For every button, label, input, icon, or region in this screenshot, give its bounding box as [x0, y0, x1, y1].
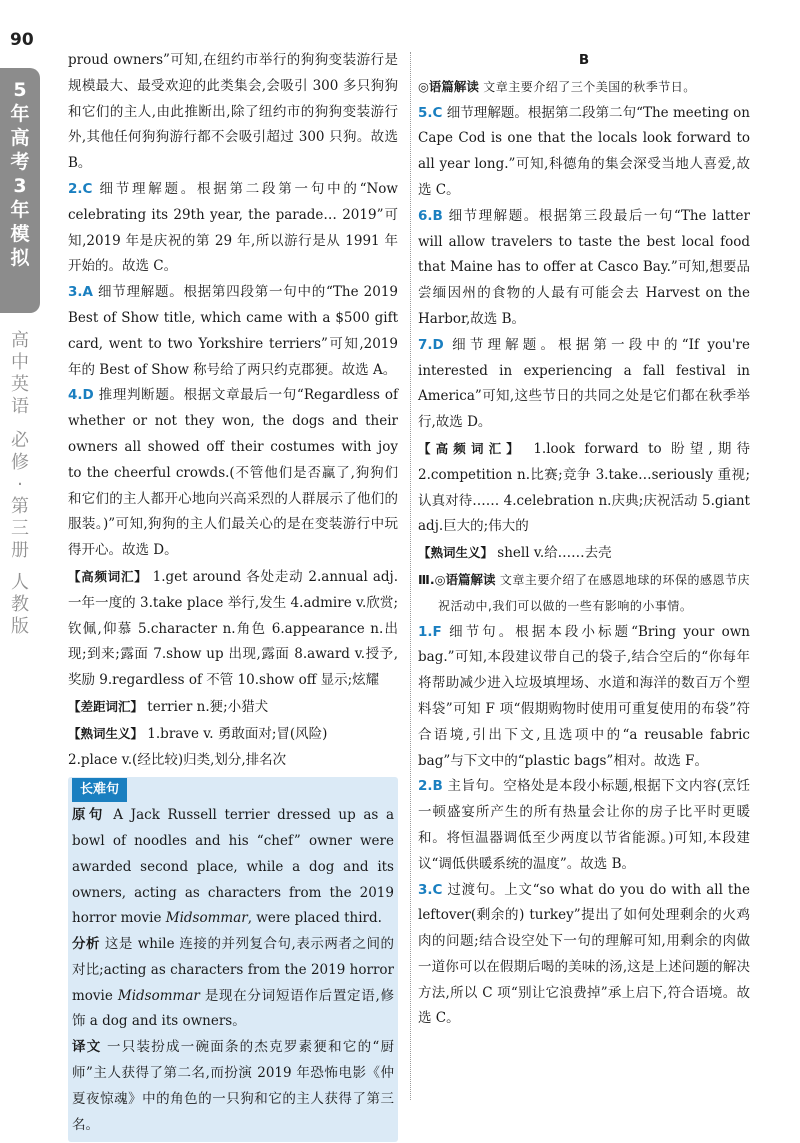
answer-item [418, 204, 750, 333]
long-sentence-title: 长难句 [72, 778, 127, 802]
side-char: 第 [11, 496, 29, 517]
sentence-analysis [72, 932, 394, 1035]
answer-number: 6.B [418, 207, 443, 224]
answer-item [68, 383, 398, 564]
vocab-list: terrier n.㹴;小猎犬 [143, 698, 269, 715]
sentence-translation [72, 1035, 394, 1138]
side-char: 三 [11, 518, 29, 539]
side-char: 语 [11, 396, 29, 417]
original-label: 原句 [72, 807, 106, 824]
answer-number: 7.D [418, 336, 444, 353]
answer-explanation: 主旨句。空格处是本段小标题,根据下文内容(烹饪一顿盛宴所产生的所有热量会让你的房子比平时更暖和。将恒温器调低至少两度以节省能源。)可知,本段建议“调低供暖系统的温度”。故选 B。 [418, 778, 750, 872]
vocab-tag: 【熟词生义】 [68, 725, 144, 741]
side-char: · [17, 474, 23, 495]
side-char: 册 [11, 540, 29, 561]
vocab-high-frequency [418, 436, 750, 540]
movie-title: Midsommar [165, 910, 248, 927]
passage-summary [418, 74, 750, 101]
right-column [418, 48, 750, 1032]
summary-label: Ⅲ.◎语篇解读 [418, 571, 496, 587]
side-char: 高 [11, 330, 29, 351]
vocab-tag: 【高频词汇】 [68, 568, 148, 584]
answer-explanation: 细节理解题。根据第二段第二句“The meeting on Cape Cod is one that the locals look forward to all year long.”可知,科德角的集会深受当地人喜爱,故选 C。 [418, 104, 750, 198]
answer-explanation: 细节句。根据本段小标题“Bring your own bag.”可知,本段建议带自己的袋子,结合空后的“你每年将帮助减少进入垃圾填埋场、水道和海洋的数百万个塑料袋”可知 F 项“假期购物时使用可重复使用的布袋”符合语境,引出下文,且选项中的“a reusable fabric bag”与下文中的“plastic bags”相对。故选 F。 [418, 623, 750, 769]
answer-item [418, 333, 750, 436]
answer-item [68, 280, 398, 383]
tab-char: 考 [10, 151, 30, 173]
answer-number: 2.C [68, 180, 93, 197]
vocab-tag: 【熟词生义】 [418, 545, 494, 561]
movie-title: Midsommar [117, 987, 200, 1004]
vocab-familiar-new-meaning [418, 540, 750, 567]
answer-item [68, 177, 398, 280]
section-heading: B [578, 52, 590, 68]
translation-text: 一只装扮成一碗面条的杰克罗素㹴和它的“厨师”主人获得了第二名,而扮演 2019 年恐怖电影《仲夏夜惊魂》中的角色的一只狗和它的主人获得了第三名。 [72, 1039, 394, 1133]
original-text: A Jack Russell terrier dressed up as a bowl of noodles and his “chef” owner were awarded second place, while a dog and its owners, acting as characters from the 2019 horror movie [72, 807, 394, 927]
answer-explanation: 细节理解题。根据第一段中的“If you're interested in experiencing a fall festival in America”可知,这些节日的共同之处是它们都在秋季举行,故选 D。 [418, 336, 750, 431]
summary-text: 文章主要介绍了三个美国的秋季节日。 [478, 79, 696, 94]
side-char: 人 [11, 572, 29, 593]
answer-number: 1.F [418, 623, 442, 640]
analysis-label: 分析 [72, 936, 101, 953]
subject-label [0, 330, 40, 418]
analysis-text: 是现在分词短语作后置定语,修饰 a dog and its owners。 [72, 987, 394, 1030]
answer-number: 5.C [418, 104, 443, 121]
answer-explanation: 细节理解题。根据第二段第一句中的“Now celebrating its 29th year, the parade… 2019”可知,2019 年是庆祝的第 29 年,所以游行是从 1991 年开始的。故选 C。 [68, 180, 398, 275]
answer-item [418, 101, 750, 204]
summary-label: ◎语篇解读 [418, 78, 479, 94]
vocab-familiar-new-meaning [68, 721, 398, 748]
original-sentence [72, 803, 394, 932]
side-char: 必 [11, 430, 29, 451]
answer-number: 2.B [418, 778, 443, 795]
vocab-high-frequency [68, 564, 398, 694]
answer-explanation: 过渡句。上文“so what do you do with all the leftover(剩余的) turkey”提出了如何处理剩余的火鸡肉的问题;结合设空处下一句的理解可知,用剩余的肉做一道你可以在假期后喝的美味的汤,这是上述问题的解决方法,所以 C 项“别让它浪费掉”承上启下,符合语境。故选 C。 [418, 881, 750, 1027]
side-char: 修 [11, 452, 29, 473]
long-sentence-box [68, 777, 398, 1142]
side-char: 教 [11, 594, 29, 615]
tab-char: 5 [13, 79, 27, 101]
vocab-gap [68, 694, 398, 721]
tab-char: 拟 [10, 247, 30, 269]
side-char: 中 [11, 352, 29, 373]
book-series-label [0, 78, 40, 270]
tab-char: 模 [10, 223, 30, 245]
vocab-list: 1.get around 各处走动 2.annual adj.一年一度的 3.take place 举行,发生 4.admire v.欣赏;钦佩,仰慕 5.character n.角色 6.appearance n.出现;到来;露面 7.show up 出现,露面 8.award v.授予,奖励 9.regardless of 不管 10.show off 显示;炫耀 [68, 568, 398, 689]
answer-explanation: 细节理解题。根据第三段最后一句“The latter will allow travelers to taste the best local food that Maine has to offer at Casco Bay.”可知,想要品尝缅因州的食物的人最有可能会去 Harvest on the Harbor,故选 B。 [418, 207, 750, 327]
vocab-tag: 【差距词汇】 [68, 698, 144, 714]
answer-item [418, 774, 750, 877]
answer-item [418, 878, 750, 1033]
page-number: 90 [10, 30, 34, 50]
left-column [68, 48, 398, 1142]
edition-label [0, 572, 40, 638]
translation-label: 译文 [72, 1039, 102, 1056]
answer-continuation: proud owners”可知,在纽约市举行的狗狗变装游行是规模最大、最受欢迎的此类集会,会吸引 300 多只狗狗和它们的主人,由此推断出,除了纽约市的狗狗变装游行外,其他任何狗狗游行都不会吸引超过 300 只狗。故选 B。 [68, 52, 398, 172]
passage-summary-section3 [418, 567, 750, 620]
vocab-tag: 【高频词汇】 [418, 440, 524, 456]
tab-char: 高 [10, 127, 30, 149]
answer-number: 3.C [418, 881, 443, 898]
original-text: , were placed third. [247, 910, 382, 927]
side-char: 版 [11, 616, 29, 637]
volume-label [0, 430, 40, 562]
vocab-list: shell v.给……去壳 [493, 545, 612, 562]
tab-char: 3 [13, 175, 27, 197]
tab-char: 年 [10, 103, 30, 125]
answer-explanation: 细节理解题。根据第四段第一句中的“The 2019 Best of Show title, which came with a $500 gift card, went to two Yorkshire terriers”可知,2019 年的 Best of Show 称号给了两只约克郡㹴。故选 A。 [68, 284, 398, 378]
answer-item [418, 620, 750, 775]
answer-number: 3.A [68, 284, 93, 301]
summary-text: 文章主要介绍了在感恩地球的环保的感恩节庆祝活动中,我们可以做的一些有影响的小事情。 [438, 572, 750, 613]
vocab-list-continued: 2.place v.(经比较)归类,划分,排名次 [68, 751, 287, 768]
side-char: 英 [11, 374, 29, 395]
vocab-list: 1.look forward to 盼望,期待 2.competition n.比赛;竞争 3.take…seriously 重视;认真对待…… 4.celebration n.庆典;庆祝活动 5.giant adj.巨大的;伟大的 [418, 440, 750, 535]
answer-number: 4.D [68, 387, 94, 404]
vocab-list: 1.brave v. 勇敢面对;冒(风险) [143, 725, 328, 742]
tab-char: 年 [10, 199, 30, 221]
answer-explanation: 推理判断题。根据文章最后一句“Regardless of whether or not they won, the dogs and their owners all showed off their costumes with joy to the cheerful crowds.(不管他们是否赢了,狗狗们和它们的主人都开心地向兴高采烈的人群展示了他们的服装。)”可知,狗狗的主人们最关心的是在变装游行中玩得开心。故选 D。 [68, 387, 398, 559]
column-divider [410, 52, 411, 1100]
analysis-text: 这是 while 连接的并列复合句,表示两者之间的对比;acting as characters from the 2019 horror movie [72, 936, 394, 1004]
